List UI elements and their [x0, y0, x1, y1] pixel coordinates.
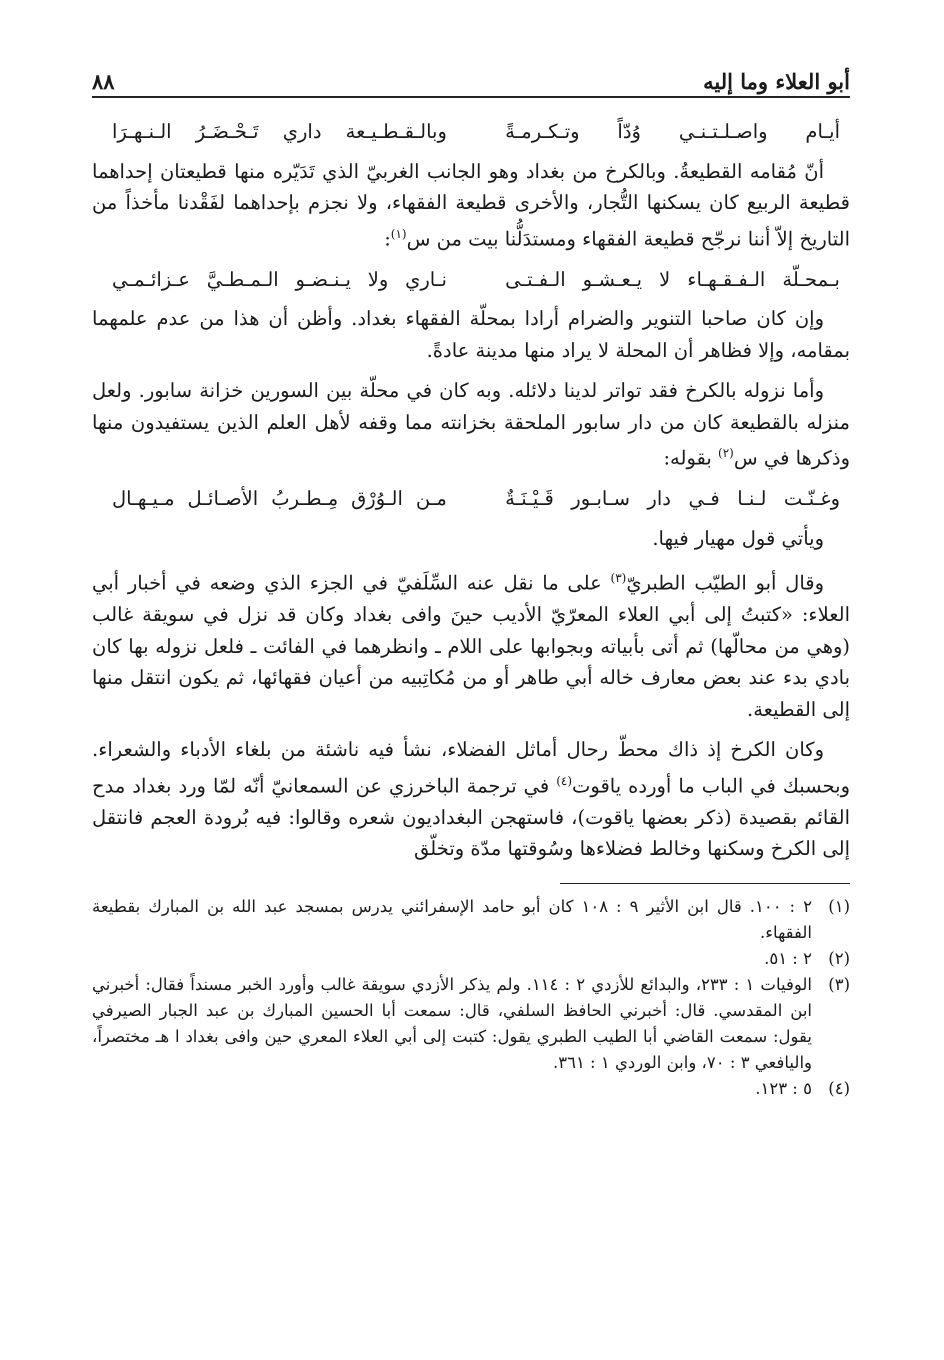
paragraph-2: وإن كان صاحبا التنوير والضرام أرادا بمحلّة الفقهاء بغداد. وأظن أن هذا من عدم علمهما بمقامه، وإلا فظاهر أن المحلة لا يراد منها مدينة عادةً. [92, 307, 850, 362]
footnote-1 [92, 894, 850, 946]
footnote-number: (٣) [828, 974, 850, 994]
paragraph-3-text: وأما نزوله بالكرخ فقد تواتر لدينا دلائله. وبه كان في محلّة بين السورين خزانة سابور. ولعل منزله بالقطيعة كان من دار سابور الملحقة بخزانته مما وقفه لأهل العلم الذين يستفيدون منها وذكرها في س [92, 379, 850, 470]
running-title: أبو العلاء وما إليه [703, 69, 850, 94]
paragraph-5-text-a: وقال أبو الطيّب الطبريّ [626, 571, 824, 595]
footnote-ref-3: (٣) [610, 571, 627, 585]
footnote-ref-1: (١) [390, 226, 407, 241]
footnote-text: ٥ : ١٢٣. [755, 1078, 812, 1098]
footnote-divider [560, 883, 850, 884]
verse-2-first-hemistich: بـمحـلّة الـفـقـهـاء لا يـعـشـو الـفـتـى [505, 267, 840, 291]
verse-1-second-hemistich: وبالـقـطـيـعة داري تَـحْـضَـرُ الـنـهـرَا [112, 120, 447, 143]
page [92, 52, 850, 1312]
footnote-ref-2: (٢) [718, 446, 734, 460]
verse-3-second-hemistich: مـن الـوُرْق مِـطـربُ الأصـائـل مـيـهـال [112, 487, 447, 510]
main-text [92, 116, 850, 865]
footnote-text: الوفيات ١ : ٢٣٣، والبدائع للأزدي ٢ : ١١٤. ولم يذكر الأزدي سويقة غالب وأورد الخبر مسنداً فقال: أخبرني ابن المقدسي. قال: أخبرني الحافظ السلفي، قال: سمعت أبا الحسين المبارك بن عبد الجبار الصيرفي يقول: سمعت القاضي أبا الطيب الطبري يقول: كتبت إلى أبي العلاء المعري حين وافى بغداد ا هـ مختصراً، واليافعي ٣ : ٧٠، وابن الوردي ١ : ٣٦١. [92, 974, 812, 1072]
verse-3 [112, 483, 840, 515]
paragraph-1-text: أنّ مُقامه القطيعةُ. وبالكرخ من بغداد وهو الجانب الغربيّ الذي تَدَيّره منها قطيعتان إحداهما قطيعة الربيع كان يسكنها التُّجار، والأخرى قطيعة الفقهاء، ولا نجزم بإحداهما لفَقْدنا مأخذاً من التاريخ إلاّ أننا نرجّح قطيعة الفقهاء ومستدَلُّنا بيت من س [92, 159, 850, 250]
paragraph-5-text-b: على ما نقل عنه السِّلَفيّ في الجزء الذي وضعه في أخبار أبي العلاء: «كتبتُ إلى أبي العلاء المعرّيّ الأديب حينَ وافى بغداد وكان قد نزل في سويقة غالب (وهي من محالّها) ثم أتى بأبياته وبجوابها على اللام ـ وانظرهما في الفائت ـ فلعل نزوله بها كان بادي بدء عند بعض معارف خاله أبي طاهر أو من مُكاتِبيه من أعيان فقهائها، ثم يكون انتقل منها إلى القطيعة. [92, 571, 850, 721]
verse-2-second-hemistich: نـاري ولا يـنـضـو الـمـطـيَّ عـزائـمـي [112, 267, 447, 291]
page-header [92, 52, 850, 98]
footnote-3 [92, 972, 850, 1076]
verse-3-first-hemistich: وغـنّـت لـنـا فـي دار سـابـور قَـيْـنَـةٌ [505, 487, 840, 510]
paragraph-6-text-b: في ترجمة الباخرزي عن السمعانيّ أنّه لمّا ورد بغداد مدح القائم بقصيدة (ذكر بعضها ياقوت)، فاستهجن البغداديون شعره وقالوا: فيه بُرودة العجم فانتقل إلى الكرخ وسكنها وخالط فضلاءها وسُوقتها مدّة وتخلّق [92, 774, 850, 860]
verse-2 [112, 264, 840, 296]
paragraph-3 [92, 375, 850, 474]
paragraph-4: ويأتي قول مهيار فيها. [652, 526, 824, 550]
paragraph-6 [92, 734, 850, 865]
paragraph-6-text-a: وكان الكرخ إذ ذاك محطّ رحال أماثل الفضلاء، نشأ فيه ناشئة من بلغاء الأدباء والشعراء. وبحسبك في الباب ما أورده ياقوت [92, 738, 850, 797]
footnote-number: (٢) [828, 948, 850, 968]
paragraph-1 [92, 156, 850, 255]
footnote-2 [92, 946, 850, 972]
footnote-number: (١) [828, 896, 850, 916]
paragraph-1-end: : [384, 227, 391, 250]
footnotes [92, 894, 850, 1102]
footnote-text: ٢ : ٥١. [764, 948, 812, 968]
verse-1 [112, 116, 840, 148]
footnote-number: (٤) [828, 1078, 850, 1098]
footnote-text: ٢ : ١٠٠. قال ابن الأثير ٩ : ١٠٨ كان أبو حامد الإسفرائني يدرس بمسجد عبد الله بن المبارك بقطيعة الفقهاء. [92, 896, 812, 942]
footnote-ref-4: (٤) [556, 773, 573, 788]
footnote-4 [92, 1076, 850, 1102]
paragraph-5 [92, 563, 850, 725]
page-number: ٨٨ [92, 69, 115, 94]
verse-1-first-hemistich: أيـام واصـلـتـنـي وُدّاً وتـكـرمـةً [505, 120, 840, 143]
paragraph-3-end: بقوله: [663, 446, 719, 470]
